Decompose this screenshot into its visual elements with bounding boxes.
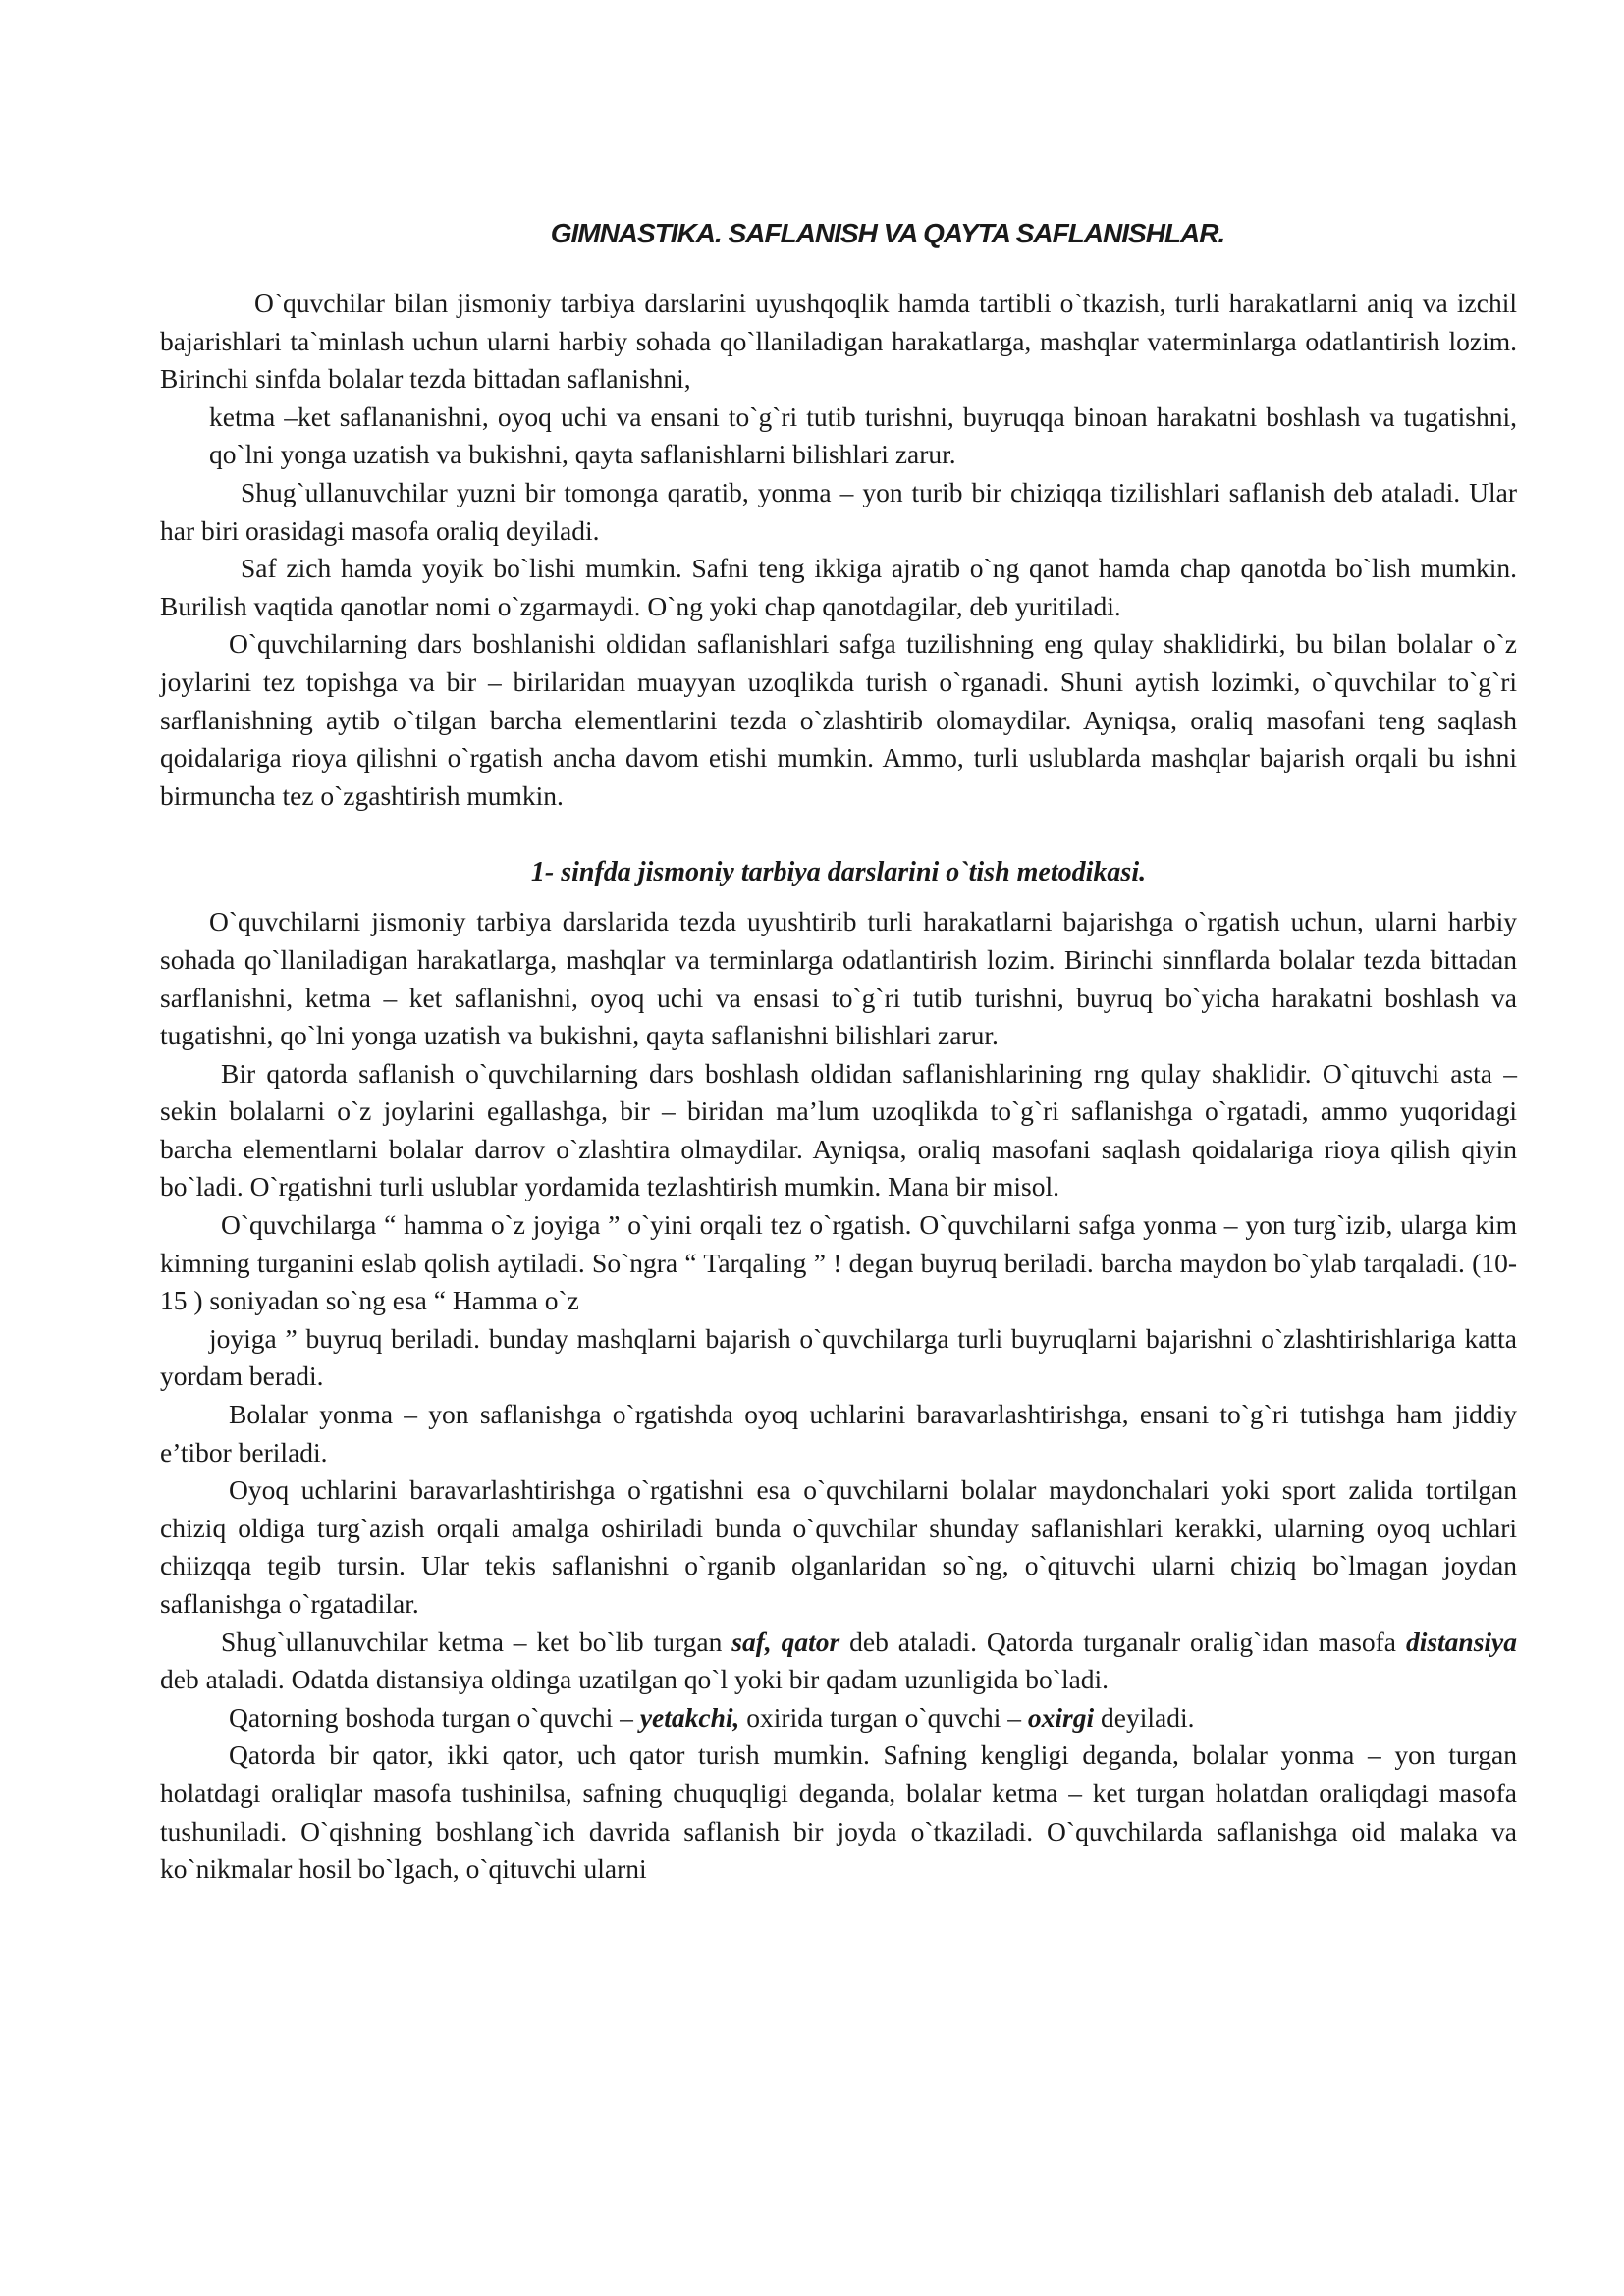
term-yetakchi: yetakchi, [639,1701,740,1733]
intro-paragraph-5: O`quvchilarning dars boshlanishi oldidan saflanishlari safga tuzilishning eng qulay shaklidirki, bu bilan bolalar o`z joylarini tez topishga va bir – birilaridan muayyan uzoqlikda turish o`rganadi. Shuni aytish lozimki, o`quvchilar to`g`ri sarflanishning aytib o`tilgan barcha elementlarini tezda o`zlashtirib olomaydilar. Ayniqsa, oraliq masofani teng saqlash qoidalariga rioya qilishni o`rgatish ancha davom etishi mumkin. Ammo, turli uslublarda mashqlar bajarish orqali bu ishni birmuncha tez o`zgashtirish mumkin. [160,628,1517,811]
p8-text-c: oxirida turgan o`quvchi – [739,1701,1028,1733]
term-distansiya: distansiya [1405,1626,1518,1657]
body-paragraph-7 [160,1624,1517,1699]
p7-text-c: deb ataladi. Qatorda turganalr oralig`idan masofa [839,1626,1406,1657]
document-title: GIMNASTIKA. SAFLANISH VA QAYTA SAFLANISHLAR. [550,218,1225,248]
p7-text-e: deb ataladi. Odatda distansiya oldinga uzatilgan qo`l yoki bir qadam uzunligida bo`ladi. [160,1664,1110,1695]
intro-paragraph-1: O`quvchilar bilan jismoniy tarbiya darslarini uyushqoqlik hamda tartibli o`tkazish, turli harakatlarni aniq va izchil bajarishlari ta`minlash uchun ularni harbiy sohada qo`llaniladigan harakatlarga, mashqlar vaterminlarga odatlantirish lozim. Birinchi sinfda bolalar tezda bittadan saflanishni, [160,288,1517,395]
section-subtitle: 1- sinfda jismoniy tarbiya darslarini o`tish metodikasi. [530,857,1147,888]
body-paragraph-9: Qatorda bir qator, ikki qator, uch qator turish mumkin. Safning kengligi deganda, bolalar yonma – yon turgan holatdagi oraliqlar masofa tushinilsa, safning chuquqligi deganda, bolalar ketma – ket turgan holatdan oraliqdagi masofa tushuniladi. O`qishning boshlang`ich davrida saflanish bir joyda o`tkaziladi. O`quvchilarda saflanishga oid malaka va ko`nikmalar hosil bo`lgach, o`qituvchi ularni [160,1739,1517,1885]
intro-paragraph-2: ketma –ket saflananishni, oyoq uchi va ensani to`g`ri tutib turishni, buyruqqa binoan harakatni boshlash va tugatishni, qo`lni yonga uzatish va bukishni, qayta saflanishlarni bilishlari zarur. [209,400,1517,470]
p7-text-a: Shug`ullanuvchilar ketma – ket bo`lib turgan [221,1626,732,1657]
term-oxirgi: oxirgi [1027,1701,1095,1733]
p8-text-e: deyiladi. [1094,1701,1195,1733]
body-paragraph-2: Bir qatorda saflanish o`quvchilarning dars boshlash oldidan saflanishlarining rng qulay shaklidir. O`qituvchi asta – sekin bolalarni o`z joylarini egallashga, bir – biridan ma’lum uzoqlikda to`g`ri saflanishga o`rgatadi, ammo yuqoridagi barcha elementlarni bolalar darrov o`zlashtira olmaydilar. Ayniqsa, oraliq masofani saqlash qoidalariga rioya qilish qiyin bo`ladi. O`rgatishni turli uslublar yordamida tezlashtirish mumkin. Mana bir misol. [160,1057,1517,1202]
term-saf-qator: saf, qator [731,1626,840,1657]
body-paragraph-8 [160,1699,1517,1737]
p8-text-a: Qatorning boshoda turgan o`quvchi – [229,1701,640,1733]
intro-paragraph-4: Saf zich hamda yoyik bo`lishi mumkin. Safni teng ikkiga ajratib o`ng qanot hamda chap qanotda bo`lish mumkin. Burilish vaqtida qanotlar nomi o`zgarmaydi. O`ng yoki chap qanotdagilar, deb yuritiladi. [160,553,1517,621]
body-paragraph-1: O`quvchilarni jismoniy tarbiya darslarida tezda uyushtirib turli harakatlarni bajarishga o`rgatish uchun, ularni harbiy sohada qo`llaniladigan harakatlarga, mashqlar va terminlarga odatlantirish lozim. Birinchi sinnflarda bolalar tezda bittadan sarflanishni, ketma – ket saflanishni, oyoq uchi va ensasi to`g`ri tutib turishni, buyruq bo`yicha harakatni boshlash va tugatishni, qo`lni yonga uzatish va bukishni, qayta saflanishni bilishlari zarur. [160,906,1517,1051]
document-page [160,218,1517,1889]
intro-paragraph-3: Shug`ullanuvchilar yuzni bir tomonga qaratib, yonma – yon turib bir chiziqqa tizilishlari saflanish deb ataladi. Ular har biri orasidagi masofa oraliq deyiladi. [160,476,1517,546]
body-paragraph-6: Oyoq uchlarini baravarlashtirishga o`rgatishni esa o`quvchilarni bolalar maydonchalari yoki sport zalida tortilgan chiziq oldiga turg`azish orqali amalga oshiriladi bunda o`quvchilar shunday saflanishlari kerakki, ularning oyoq uchlari chiizqqa tegib tursin. Ular tekis saflanishni o`rganib olganlaridan so`ng, o`qituvchi ularni chiziq bo`lmagan joydan saflanishga o`rgatadilar. [160,1474,1517,1619]
body-paragraph-4: joyiga ” buyruq beriladi. bunday mashqlarni bajarish o`quvchilarga turli buyruqlarni bajarishni o`zlashtirishlariga katta yordam beradi. [160,1322,1517,1392]
body-paragraph-3: O`quvchilarga “ hamma o`z joyiga ” o`yini orqali tez o`rgatish. O`quvchilarni safga yonma – yon turg`izib, ularga kim kimning turganini eslab qolish aytiladi. So`ngra “ Tarqaling ” ! degan buyruq beriladi. barcha maydon bo`ylab tarqaladi. (10-15 ) soniyadan so`ng esa “ Hamma o`z [160,1209,1517,1316]
body-paragraph-5: Bolalar yonma – yon saflanishga o`rgatishda oyoq uchlarini baravarlashtirishga, ensani to`g`ri tutishga ham jiddiy e’tibor beriladi. [160,1399,1517,1468]
